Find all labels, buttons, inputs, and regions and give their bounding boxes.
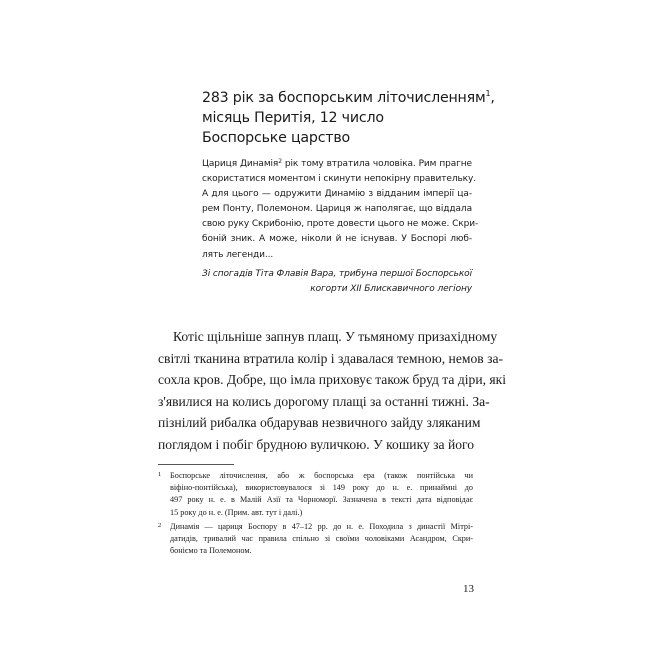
heading-line-3: Боспорське царство: [202, 130, 351, 146]
epigraph-line: свою руку Скрибонію, проте довести цього не може. Скри-: [202, 219, 479, 230]
chapter-heading: [202, 88, 602, 148]
footnote-divider: [158, 464, 234, 465]
epigraph-line: лять легенди...: [202, 249, 274, 260]
footnote-ref-1: 1: [485, 89, 491, 98]
footnotes: [158, 470, 473, 559]
footnote-line: Динамія — цариця Боспору в 47–12 рр. до н. е. Походила з династії Мітрі-: [170, 521, 473, 531]
footnote-2: [158, 521, 473, 558]
epigraph-attribution: Зі спогадів Тіта Флавія Вара, трибуна першої Боспорської когорти XII Блискавичного легіону: [202, 268, 472, 294]
body-line: поглядом і побіг брудною вуличкою. У кошику за його: [158, 436, 475, 452]
epigraph-line: Цариця Динамія$^2$ рік тому втратила чоловіка. Рим прагне: [202, 158, 472, 169]
footnote-line: боніємо та Полемоном.: [170, 546, 252, 556]
epigraph-line: скористатися моментом і скинути непокірну правительку.: [202, 174, 476, 185]
footnote-1: [158, 470, 473, 519]
heading-line-2: місяць Перитія, 12 число: [202, 110, 384, 126]
body-line: світлі тканина втратила колір і здавалася темною, немов за-: [158, 350, 504, 366]
epigraph-line: А для цього — одружити Динамію з відданим імперії ца-: [202, 189, 472, 200]
footnote-line: Боспорське літочислення, або ж боспорська ера (також понтійська чи: [170, 471, 473, 480]
epigraph-line: боній зник. А може, ніколи й не існував. У Боспорі люб-: [202, 234, 472, 245]
footnote-line: 15 року до н. е. (Прим. авт. тут і далі.): [170, 507, 303, 517]
body-text: [158, 326, 507, 455]
body-line: Котіс щільніше запнув плащ. У тьмяному призахідному: [173, 329, 498, 344]
footnote-number: 2: [158, 521, 162, 529]
footnote-line: датидів, тривалий час правила спільно зі своїми чоловіками Асандром, Скри-: [170, 534, 473, 544]
epigraph: [202, 157, 479, 297]
heading-line-1: 283 рік за боспорським літочисленням$^1$,: [202, 89, 495, 106]
body-line: з'явилися на колись дорогому плащі за останні тижні. За-: [158, 393, 490, 409]
footnote-line: віфіно-понтійська), використовувалося зі 149 року до н. е. принаймні до: [170, 483, 473, 493]
footnote-number: 1: [158, 471, 162, 478]
body-line: сохла кров. Добре, що імла приховує також бруд та діри, які: [158, 372, 507, 387]
epigraph-line: рем Понту, Полемоном. Цариця ж наполягає, що віддала: [202, 204, 472, 215]
body-line: пізнілий рибалка обдарував незвичного зайду зляканим: [158, 415, 481, 430]
footnote-ref-2: 2: [278, 158, 282, 165]
page-number: 13: [463, 583, 474, 595]
footnote-line: 497 року н. е. в Малій Азії та Чорноморї. Зазначена в тексті дата відповідає: [170, 495, 473, 505]
